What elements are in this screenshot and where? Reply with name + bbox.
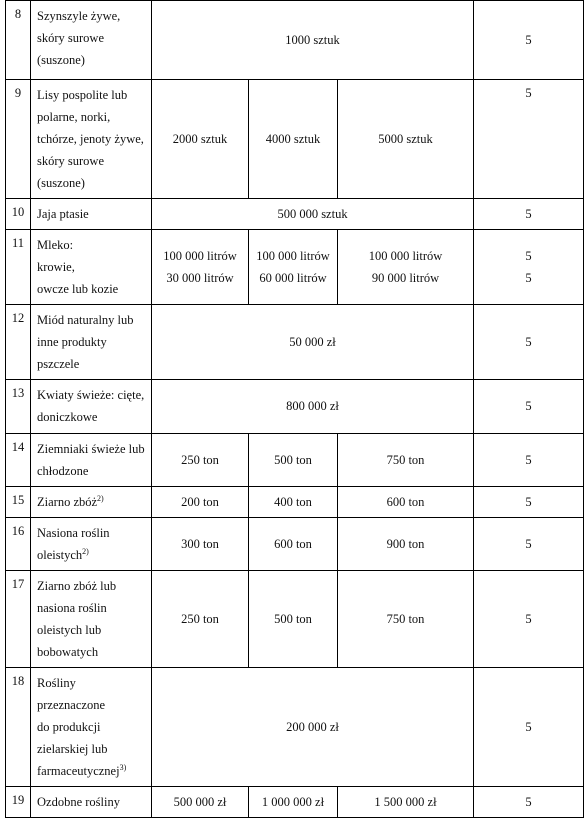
- table-row: [6, 80, 584, 199]
- product-name: Lisy pospolite lub polarne, norki, tchórze, jenoty żywe, skóry surowe (suszone): [31, 80, 152, 199]
- table-row: [6, 230, 584, 305]
- product-name: Jaja ptasie: [31, 199, 152, 230]
- rate-value: 5: [474, 668, 584, 787]
- row-number: 18: [6, 668, 31, 787]
- product-name: Ozdobne rośliny: [31, 787, 152, 818]
- rate-value: 5: [474, 787, 584, 818]
- rate-value: 5: [474, 80, 584, 199]
- row-number: 11: [6, 230, 31, 305]
- row-number: 14: [6, 434, 31, 487]
- threshold-cell: 250 ton: [152, 571, 249, 668]
- threshold-cell: 1 500 000 zł: [338, 787, 474, 818]
- threshold-merged: 500 000 sztuk: [152, 199, 474, 230]
- rate-value: 5: [474, 380, 584, 434]
- row-number: 19: [6, 787, 31, 818]
- row-number: 13: [6, 380, 31, 434]
- row-number: 9: [6, 80, 31, 199]
- product-name: Ziemniaki świeże lub chłodzone: [31, 434, 152, 487]
- rate-value: 5: [474, 1, 584, 80]
- footnote-ref: 2): [97, 493, 104, 503]
- rate-value: 5: [474, 518, 584, 571]
- threshold-cell: 2000 sztuk: [152, 80, 249, 199]
- table-row: [6, 305, 584, 380]
- rate-value: 5: [474, 434, 584, 487]
- table-row: [6, 518, 584, 571]
- table-row: [6, 487, 584, 518]
- product-name: Mleko: krowie, owcze lub kozie: [31, 230, 152, 305]
- threshold-cell: 300 ton: [152, 518, 249, 571]
- row-number: 10: [6, 199, 31, 230]
- threshold-cell: 100 000 litrów 30 000 litrów: [152, 230, 249, 305]
- threshold-cell: 600 ton: [249, 518, 338, 571]
- threshold-merged: 1000 sztuk: [152, 1, 474, 80]
- product-name: Rośliny przeznaczone do produkcji zielarskiej lub farmaceutycznej$^{3)}$: [31, 668, 152, 787]
- threshold-cell: 200 ton: [152, 487, 249, 518]
- row-number: 16: [6, 518, 31, 571]
- threshold-cell: 4000 sztuk: [249, 80, 338, 199]
- rate-value: 5: [474, 305, 584, 380]
- threshold-cell: 500 ton: [249, 434, 338, 487]
- table-row: [6, 1, 584, 80]
- threshold-cell: 100 000 litrów 60 000 litrów: [249, 230, 338, 305]
- table-row: [6, 571, 584, 668]
- threshold-cell: 600 ton: [338, 487, 474, 518]
- table-row: [6, 199, 584, 230]
- rate-value: 5: [474, 487, 584, 518]
- threshold-cell: 500 000 zł: [152, 787, 249, 818]
- threshold-cell: 250 ton: [152, 434, 249, 487]
- table-row: [6, 434, 584, 487]
- threshold-merged: 50 000 zł: [152, 305, 474, 380]
- threshold-cell: 900 ton: [338, 518, 474, 571]
- threshold-merged: 800 000 zł: [152, 380, 474, 434]
- footnote-ref: 3): [119, 762, 127, 772]
- threshold-cell: 750 ton: [338, 434, 474, 487]
- row-number: 8: [6, 1, 31, 80]
- product-name: Miód naturalny lub inne produkty pszczele: [31, 305, 152, 380]
- table-row: [6, 668, 584, 787]
- threshold-cell: 1 000 000 zł: [249, 787, 338, 818]
- threshold-cell: 750 ton: [338, 571, 474, 668]
- threshold-cell: 100 000 litrów 90 000 litrów: [338, 230, 474, 305]
- rate-value: 5 5: [474, 230, 584, 305]
- product-name: Ziarno zbóż$^{2)}$: [31, 487, 152, 518]
- threshold-cell: 5000 sztuk: [338, 80, 474, 199]
- row-number: 15: [6, 487, 31, 518]
- threshold-merged: 200 000 zł: [152, 668, 474, 787]
- rate-value: 5: [474, 199, 584, 230]
- table-row: [6, 787, 584, 818]
- product-name: Kwiaty świeże: cięte, doniczkowe: [31, 380, 152, 434]
- product-name: Ziarno zbóż lub nasiona roślin oleistych lub bobowatych: [31, 571, 152, 668]
- row-number: 17: [6, 571, 31, 668]
- footnote-ref: 2): [82, 546, 89, 556]
- table-row: [6, 380, 584, 434]
- rate-value: 5: [474, 571, 584, 668]
- product-name: Nasiona roślin oleistych$^{2)}$: [31, 518, 152, 571]
- product-name: Szynszyle żywe, skóry surowe (suszone): [31, 1, 152, 80]
- limits-table: [5, 0, 584, 818]
- threshold-cell: 500 ton: [249, 571, 338, 668]
- row-number: 12: [6, 305, 31, 380]
- threshold-cell: 400 ton: [249, 487, 338, 518]
